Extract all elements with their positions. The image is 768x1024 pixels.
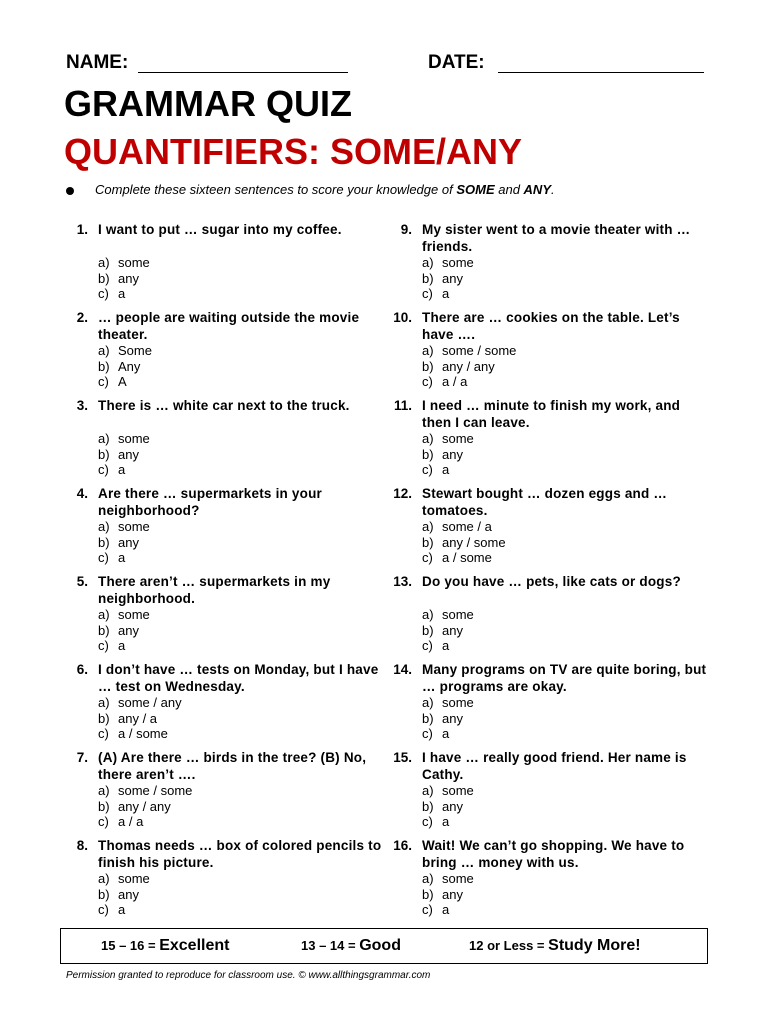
option-a[interactable] xyxy=(98,431,150,447)
question-text: There is … white car next to the truck. xyxy=(98,398,350,413)
bullet-icon xyxy=(66,187,74,195)
question-number: 12. xyxy=(393,486,412,501)
questions-left-column xyxy=(66,221,382,925)
options xyxy=(98,255,150,302)
option-letter: b) xyxy=(98,358,110,374)
option-text: some / a xyxy=(442,519,492,534)
option-c[interactable] xyxy=(422,286,474,302)
questions-right-column xyxy=(390,221,707,925)
question-1 xyxy=(66,221,366,309)
question-text: Do you have … pets, like cats or dogs? xyxy=(422,574,681,589)
question-8 xyxy=(66,837,382,925)
option-text: any / some xyxy=(442,534,506,550)
option-letter: c) xyxy=(98,902,109,917)
option-letter: a) xyxy=(98,343,110,358)
date-blank-line xyxy=(498,72,704,73)
question-text: I need … minute to finish my work, and then I can leave. xyxy=(422,398,681,430)
option-letter: b) xyxy=(422,358,434,374)
option-text: any / any xyxy=(442,358,495,374)
question-12 xyxy=(390,485,690,573)
question-11 xyxy=(390,397,690,485)
option-letter: b) xyxy=(422,534,434,550)
option-letter: a) xyxy=(98,519,110,534)
option-b[interactable] xyxy=(98,799,192,815)
option-text: some xyxy=(442,871,474,886)
option-a[interactable] xyxy=(98,695,182,711)
option-text: any xyxy=(442,798,463,814)
question-text: I have … really good friend. Her name is Cathy. xyxy=(422,750,687,782)
option-text: a / a xyxy=(118,814,144,829)
question-16 xyxy=(390,837,690,925)
score-key xyxy=(60,928,708,964)
option-c[interactable] xyxy=(422,726,474,742)
footer-permission: Permission granted to reproduce for classroom use. © www.allthingsgrammar.com xyxy=(66,970,431,981)
options xyxy=(98,695,182,742)
option-text: some xyxy=(442,255,474,270)
option-a[interactable] xyxy=(422,783,474,799)
option-letter: c) xyxy=(98,814,109,829)
question-text: … people are waiting outside the movie theater. xyxy=(98,310,360,342)
option-letter: c) xyxy=(422,462,433,477)
option-text: some xyxy=(118,607,150,622)
option-a[interactable] xyxy=(98,607,150,623)
options xyxy=(98,783,192,830)
name-blank-line xyxy=(138,72,348,73)
options xyxy=(98,431,150,478)
option-letter: b) xyxy=(98,534,110,550)
option-b[interactable] xyxy=(98,535,150,551)
instructions-some: SOME xyxy=(456,182,495,197)
option-letter: a) xyxy=(422,783,434,798)
question-text: There aren’t … supermarkets in my neighborhood. xyxy=(98,574,331,606)
option-text: some xyxy=(442,431,474,446)
option-b[interactable] xyxy=(98,623,150,639)
option-letter: a) xyxy=(422,695,434,710)
option-text: a xyxy=(442,286,450,301)
option-b[interactable] xyxy=(98,711,182,727)
question-text: Wait! We can’t go shopping. We have to bring … money with us. xyxy=(422,838,685,870)
options xyxy=(98,607,150,654)
option-a[interactable] xyxy=(422,695,474,711)
option-text: a xyxy=(118,286,126,301)
option-c[interactable] xyxy=(98,286,150,302)
options xyxy=(422,255,474,302)
option-text: a / some xyxy=(442,550,492,565)
option-c[interactable] xyxy=(98,726,182,742)
option-letter: b) xyxy=(98,446,110,462)
question-number: 13. xyxy=(393,574,412,589)
option-a[interactable] xyxy=(98,519,150,535)
instructions-any: ANY xyxy=(523,182,551,197)
option-a[interactable] xyxy=(422,519,506,535)
option-text: any xyxy=(442,710,463,726)
question-2 xyxy=(66,309,366,397)
option-text: any xyxy=(442,446,463,462)
question-5 xyxy=(66,573,366,661)
score-range: 12 or Less = xyxy=(469,938,549,953)
question-14 xyxy=(390,661,707,749)
question-number: 5. xyxy=(76,574,88,589)
option-text: any xyxy=(118,446,139,462)
option-letter: a) xyxy=(422,607,434,622)
option-text: Any xyxy=(118,358,141,374)
option-text: some xyxy=(118,519,150,534)
option-letter: c) xyxy=(98,638,109,653)
option-a[interactable] xyxy=(98,343,152,359)
option-text: any xyxy=(118,886,139,902)
option-b[interactable] xyxy=(422,887,474,903)
option-text: any xyxy=(442,622,463,638)
option-a[interactable] xyxy=(98,255,150,271)
options xyxy=(98,519,150,566)
options xyxy=(422,871,474,918)
question-text: (A) Are there … birds in the tree? (B) No, there aren’t …. xyxy=(98,750,367,782)
option-text: a xyxy=(442,902,450,917)
option-b[interactable] xyxy=(98,887,150,903)
option-text: any / a xyxy=(118,710,158,726)
options xyxy=(422,519,506,566)
option-c[interactable] xyxy=(422,374,516,390)
option-a[interactable] xyxy=(422,871,474,887)
question-number: 4. xyxy=(76,486,88,501)
option-b[interactable] xyxy=(422,711,474,727)
score-range: 15 – 16 = xyxy=(101,938,160,953)
option-text: a xyxy=(118,902,126,917)
option-text: any / any xyxy=(118,798,171,814)
option-letter: b) xyxy=(422,886,434,902)
option-letter: c) xyxy=(422,374,433,389)
option-text: some / some xyxy=(118,783,193,798)
option-b[interactable] xyxy=(98,359,152,375)
option-letter: a) xyxy=(422,255,434,270)
option-a[interactable] xyxy=(422,343,516,359)
option-letter: b) xyxy=(422,270,434,286)
question-6 xyxy=(66,661,379,749)
option-c[interactable] xyxy=(422,814,474,830)
option-letter: a) xyxy=(98,431,110,446)
option-text: any xyxy=(442,270,463,286)
option-letter: b) xyxy=(422,710,434,726)
option-letter: c) xyxy=(422,726,433,741)
option-letter: b) xyxy=(98,886,110,902)
question-text: I don’t have … tests on Monday, but I have … test on Wednesday. xyxy=(98,662,379,694)
option-a[interactable] xyxy=(98,871,150,887)
option-letter: c) xyxy=(422,638,433,653)
option-letter: a) xyxy=(98,255,110,270)
option-text: any xyxy=(118,534,139,550)
question-number: 6. xyxy=(76,662,88,677)
option-letter: c) xyxy=(98,550,109,565)
option-letter: a) xyxy=(98,871,110,886)
option-text: Some xyxy=(118,343,152,358)
option-b[interactable] xyxy=(422,271,474,287)
question-15 xyxy=(390,749,690,837)
options xyxy=(98,871,150,918)
option-c[interactable] xyxy=(98,902,150,918)
page-title: GRAMMAR QUIZ xyxy=(64,83,352,124)
question-7 xyxy=(66,749,366,837)
options xyxy=(422,343,516,390)
option-text: a / some xyxy=(118,726,168,741)
option-letter: b) xyxy=(98,710,110,726)
option-text: some xyxy=(118,871,150,886)
header-fields xyxy=(66,52,706,76)
question-number: 1. xyxy=(76,222,88,237)
option-text: some xyxy=(442,695,474,710)
option-b[interactable] xyxy=(422,799,474,815)
score-excellent xyxy=(101,937,229,955)
options xyxy=(422,431,474,478)
option-letter: a) xyxy=(422,431,434,446)
option-b[interactable] xyxy=(422,535,506,551)
option-b[interactable] xyxy=(422,623,474,639)
score-study-more xyxy=(469,937,641,955)
question-text: Stewart bought … dozen eggs and … tomatoes. xyxy=(422,486,668,518)
option-text: some / some xyxy=(442,343,517,358)
option-letter: a) xyxy=(422,343,434,358)
option-letter: c) xyxy=(422,902,433,917)
question-13 xyxy=(390,573,690,661)
question-text: Are there … supermarkets in your neighborhood? xyxy=(98,486,322,518)
option-letter: c) xyxy=(422,286,433,301)
option-text: a xyxy=(118,638,126,653)
question-number: 9. xyxy=(400,222,412,237)
options xyxy=(422,783,474,830)
option-a[interactable] xyxy=(98,783,192,799)
option-letter: b) xyxy=(98,798,110,814)
question-number: 16. xyxy=(393,838,412,853)
option-letter: a) xyxy=(422,519,434,534)
option-text: a xyxy=(442,814,450,829)
instructions-end: . xyxy=(551,182,555,197)
score-range: 13 – 14 = xyxy=(301,938,360,953)
option-text: any xyxy=(118,270,139,286)
options xyxy=(98,343,152,390)
option-c[interactable] xyxy=(98,638,150,654)
option-text: some / any xyxy=(118,695,182,710)
option-letter: a) xyxy=(98,783,110,798)
option-b[interactable] xyxy=(422,447,474,463)
option-letter: c) xyxy=(98,462,109,477)
option-letter: c) xyxy=(98,286,109,301)
option-a[interactable] xyxy=(422,255,474,271)
question-number: 3. xyxy=(76,398,88,413)
option-letter: b) xyxy=(98,622,110,638)
instructions xyxy=(66,181,726,199)
option-b[interactable] xyxy=(422,359,516,375)
option-letter: b) xyxy=(422,622,434,638)
question-number: 14. xyxy=(393,662,412,677)
score-label: Good xyxy=(359,937,401,954)
option-b[interactable] xyxy=(98,447,150,463)
option-text: some xyxy=(442,607,474,622)
option-text: a xyxy=(442,462,450,477)
option-text: A xyxy=(118,374,127,389)
option-letter: b) xyxy=(98,270,110,286)
option-text: a xyxy=(442,726,450,741)
question-text: Many programs on TV are quite boring, but … programs are okay. xyxy=(422,662,707,694)
page-subtitle: QUANTIFIERS: SOME/ANY xyxy=(64,131,523,172)
options xyxy=(422,695,474,742)
option-c[interactable] xyxy=(98,374,152,390)
option-c[interactable] xyxy=(422,638,474,654)
question-9 xyxy=(390,221,690,309)
option-c[interactable] xyxy=(98,462,150,478)
option-letter: c) xyxy=(422,814,433,829)
question-number: 10. xyxy=(393,310,412,325)
question-4 xyxy=(66,485,366,573)
option-c[interactable] xyxy=(422,462,474,478)
name-label: NAME: xyxy=(66,52,129,73)
question-number: 11. xyxy=(393,398,412,413)
score-label: Excellent xyxy=(159,937,230,954)
option-c[interactable] xyxy=(98,814,192,830)
date-label: DATE: xyxy=(428,52,485,73)
option-letter: a) xyxy=(98,695,110,710)
option-letter: c) xyxy=(98,726,109,741)
option-text: a xyxy=(442,638,450,653)
question-text: Thomas needs … box of colored pencils to finish his picture. xyxy=(98,838,382,870)
option-letter: b) xyxy=(422,798,434,814)
question-10 xyxy=(390,309,690,397)
option-text: a xyxy=(118,462,126,477)
option-text: some xyxy=(442,783,474,798)
score-label: Study More! xyxy=(548,937,641,954)
option-a[interactable] xyxy=(422,431,474,447)
question-3 xyxy=(66,397,366,485)
question-number: 2. xyxy=(76,310,88,325)
option-text: some xyxy=(118,255,150,270)
question-number: 15. xyxy=(393,750,412,765)
instructions-text: Complete these sixteen sentences to score your knowledge of xyxy=(95,182,457,197)
option-text: a xyxy=(118,550,126,565)
option-a[interactable] xyxy=(422,607,474,623)
option-text: any xyxy=(442,886,463,902)
question-number: 8. xyxy=(76,838,88,853)
score-good xyxy=(301,937,401,955)
option-letter: c) xyxy=(422,550,433,565)
option-text: some xyxy=(118,431,150,446)
options xyxy=(422,607,474,654)
option-text: any xyxy=(118,622,139,638)
option-letter: a) xyxy=(422,871,434,886)
option-letter: b) xyxy=(422,446,434,462)
option-c[interactable] xyxy=(98,550,150,566)
option-c[interactable] xyxy=(422,550,506,566)
option-c[interactable] xyxy=(422,902,474,918)
question-text: My sister went to a movie theater with … friends. xyxy=(422,222,691,254)
option-b[interactable] xyxy=(98,271,150,287)
question-text: I want to put … sugar into my coffee. xyxy=(98,222,342,237)
option-letter: c) xyxy=(98,374,109,389)
option-text: a / a xyxy=(442,374,468,389)
question-number: 7. xyxy=(76,750,88,765)
option-letter: a) xyxy=(98,607,110,622)
instructions-and: and xyxy=(494,182,524,197)
question-text: There are … cookies on the table. Let’s have …. xyxy=(422,310,680,342)
